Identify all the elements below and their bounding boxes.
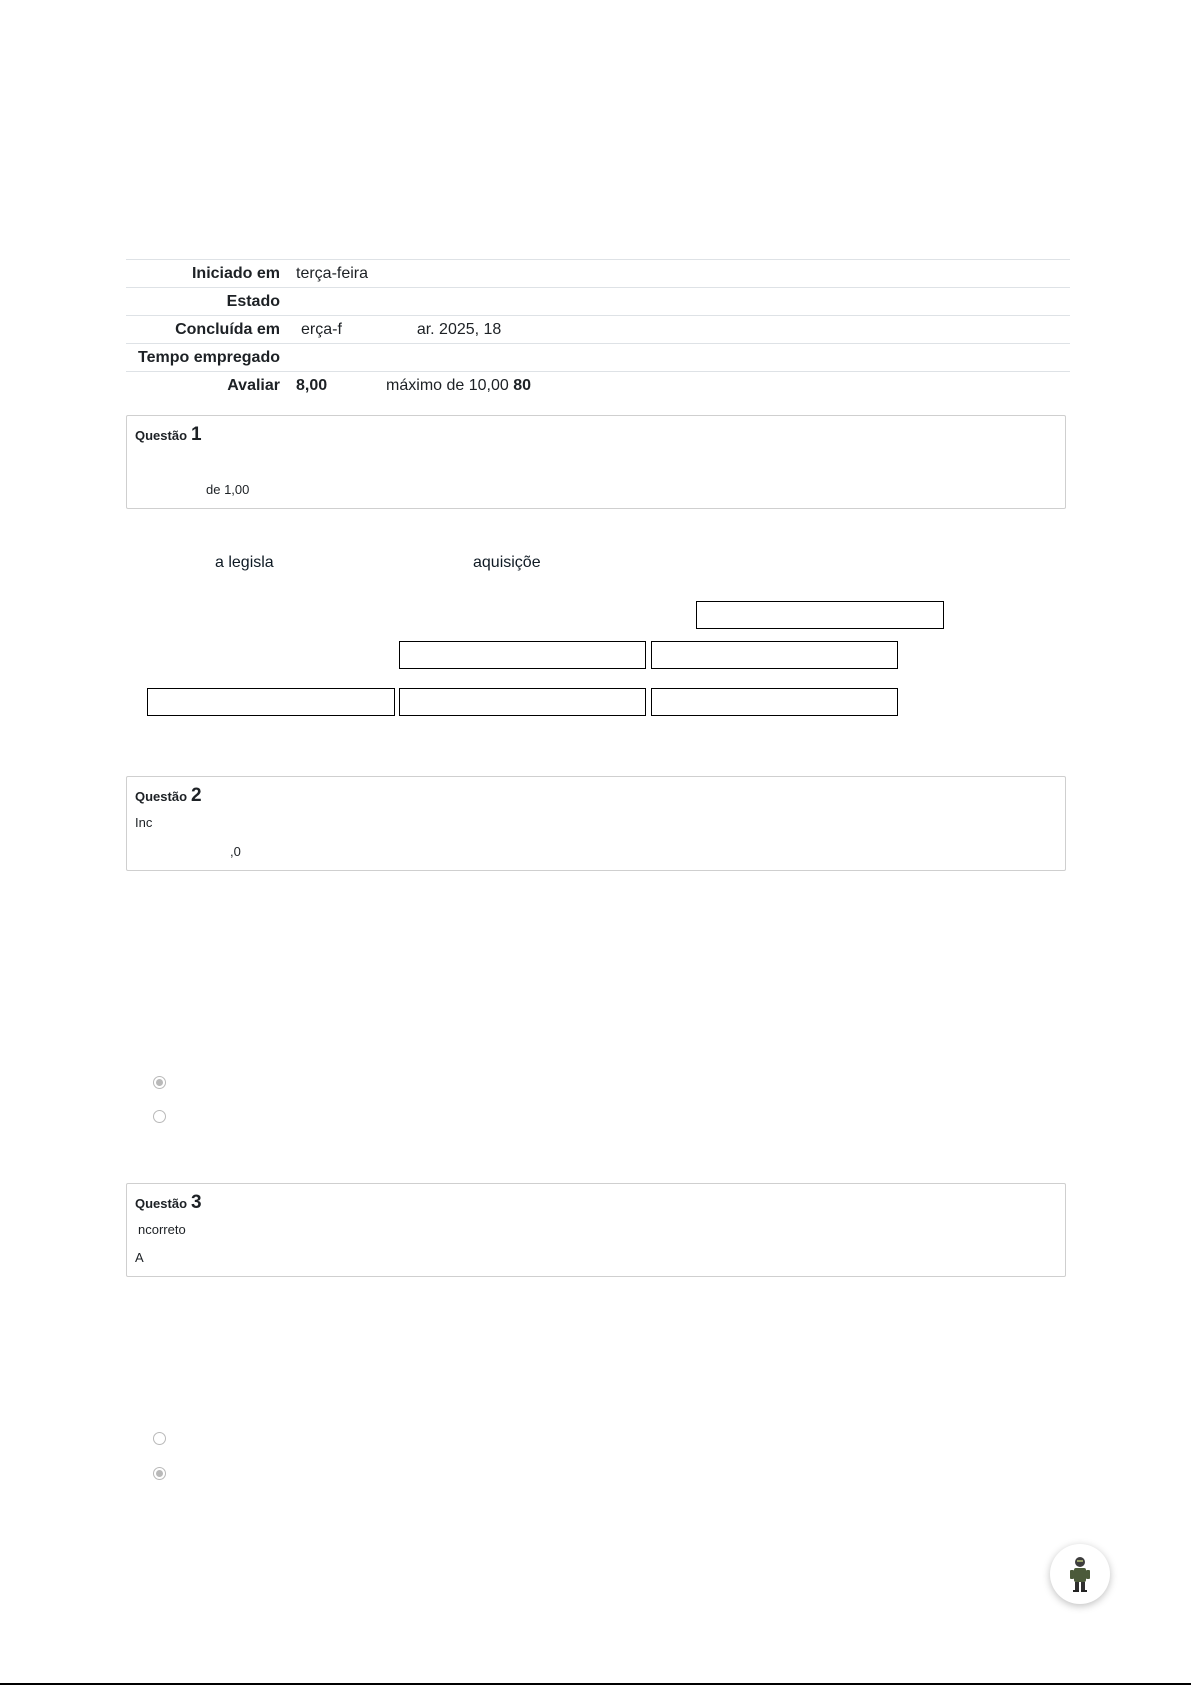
answer-radio-option[interactable]: [153, 1432, 166, 1445]
question-1-info: [126, 415, 1066, 509]
robot-assistant-icon: [1050, 1544, 1110, 1604]
summary-value-date: ar. 2025, 18: [416, 320, 502, 338]
draggable-answer-box[interactable]: [651, 641, 898, 669]
question-status: Inc: [135, 815, 153, 830]
question-number: 2: [191, 785, 202, 806]
answer-radio-option[interactable]: [153, 1110, 166, 1123]
summary-value: terça-feira: [296, 260, 1070, 288]
question-3-info: [126, 1183, 1066, 1277]
summary-label: Concluída em: [126, 316, 296, 344]
assistant-chat-button[interactable]: [1050, 1544, 1110, 1604]
question-mark: de 1,00: [206, 482, 250, 497]
question-1-text-part: a legisla: [215, 554, 274, 571]
draggable-answer-box[interactable]: [399, 641, 646, 669]
question-label: Questão: [135, 789, 188, 804]
summary-label: Tempo empregado: [126, 344, 296, 372]
answer-radio-option[interactable]: [153, 1467, 166, 1480]
draggable-answer-box[interactable]: [651, 688, 898, 716]
question-label: Questão: [135, 1196, 188, 1211]
summary-row-state: [126, 288, 1070, 316]
drop-target-blank[interactable]: [696, 601, 944, 629]
summary-label: Avaliar: [126, 372, 296, 400]
answer-radio-option[interactable]: [153, 1076, 166, 1089]
summary-label: Iniciado em: [126, 260, 296, 288]
question-mark: ,0: [230, 844, 241, 859]
summary-label: Estado: [126, 288, 296, 316]
question-1-text-part: aquisiçõe: [473, 554, 541, 571]
question-label: Questão: [135, 428, 188, 443]
question-number: 3: [191, 1192, 202, 1213]
question-mark: A: [135, 1250, 144, 1265]
draggable-answer-box[interactable]: [399, 688, 646, 716]
grade-percent: 80: [513, 376, 532, 394]
grade-value: 8,00: [296, 376, 328, 394]
question-number: 1: [191, 424, 202, 445]
attempt-summary-table: [126, 259, 1070, 399]
summary-row-time: [126, 344, 1070, 372]
summary-row-started: [126, 260, 1070, 288]
summary-value: erça-f: [301, 320, 342, 338]
summary-value: [296, 288, 1070, 316]
draggable-answer-box[interactable]: [147, 688, 395, 716]
summary-value: [296, 344, 1070, 372]
question-2-info: [126, 776, 1066, 871]
summary-row-completed: [126, 316, 1070, 344]
question-status: ncorreto: [138, 1222, 186, 1237]
summary-row-grade: [126, 372, 1070, 400]
grade-max: máximo de 10,00: [386, 376, 509, 394]
